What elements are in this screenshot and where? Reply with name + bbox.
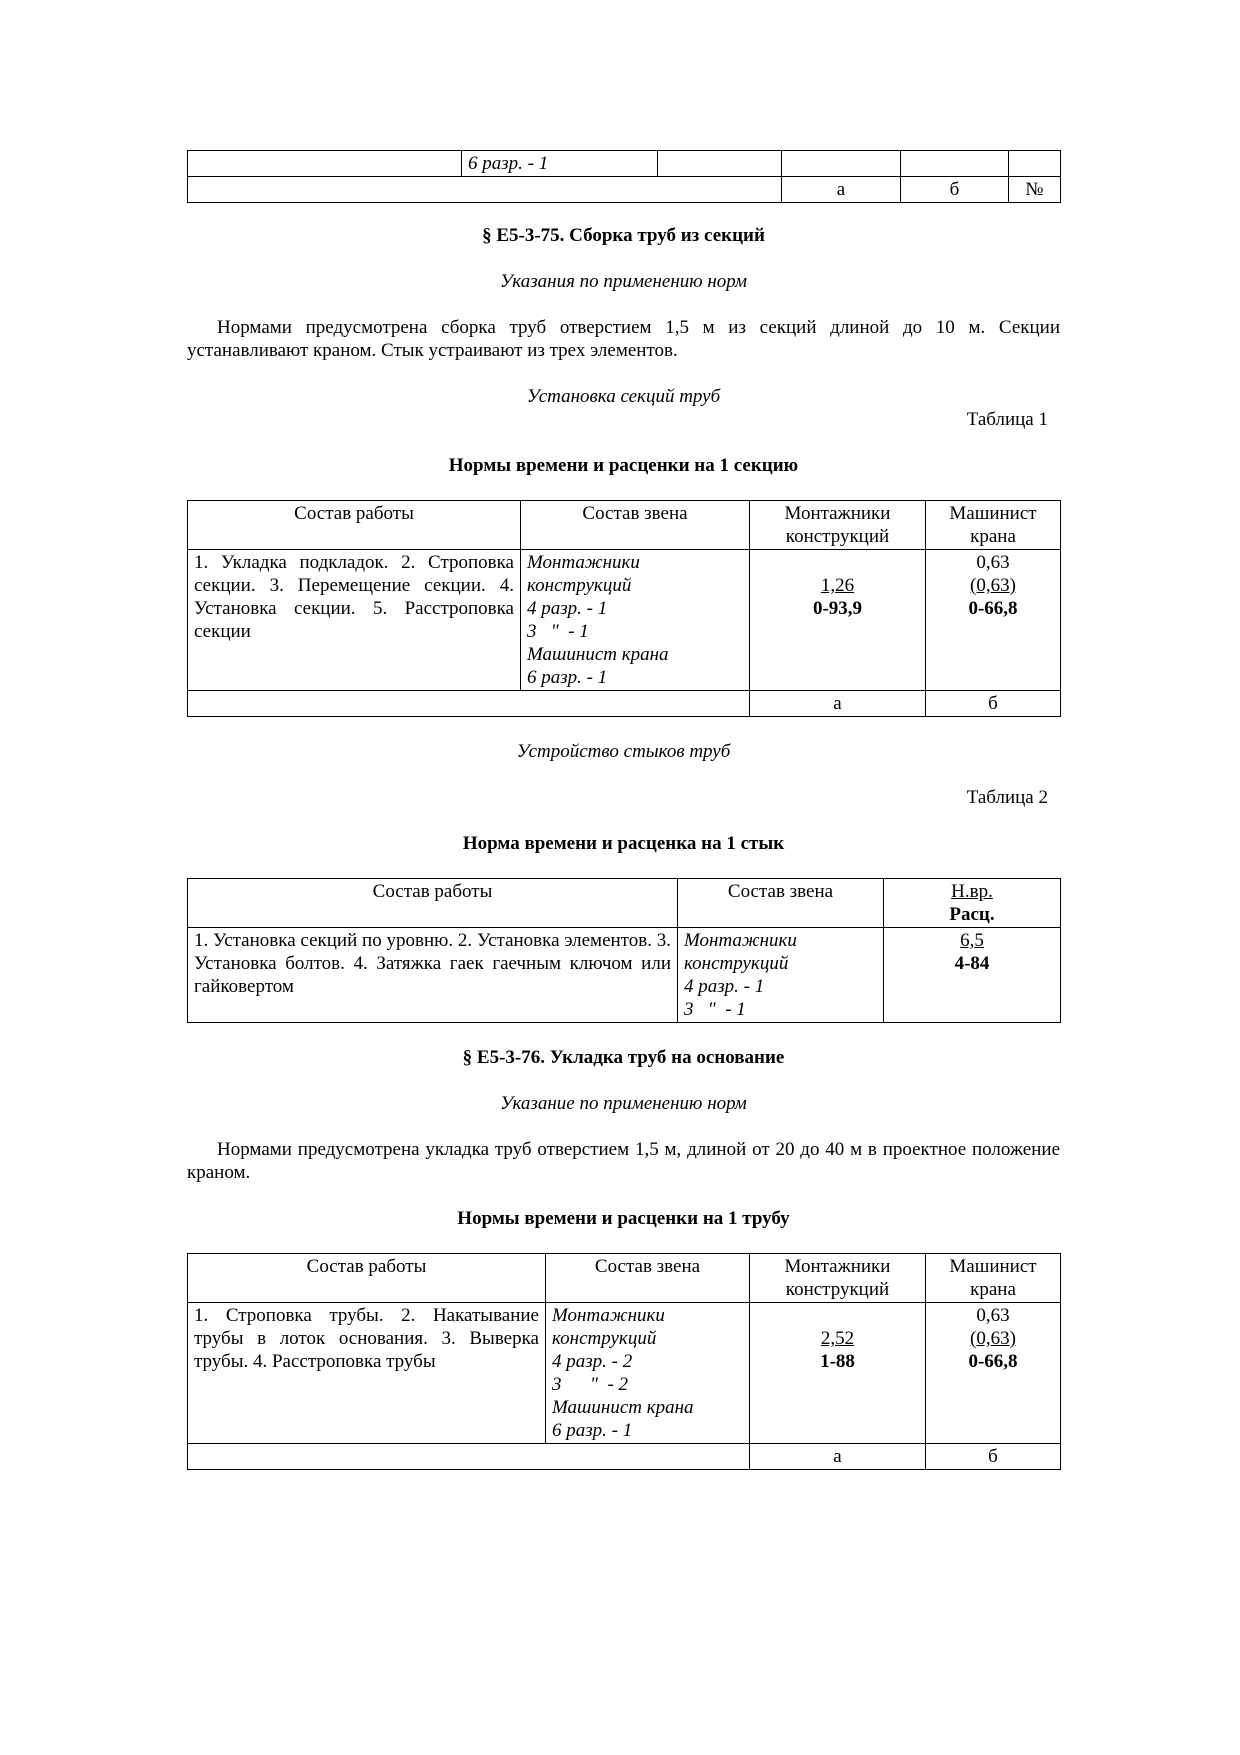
crew-line: 3 " - 1 [527,621,589,642]
fragment-empty-cell [901,151,1009,177]
table-3-work-description: 1. Строповка трубы. 2. Накатывание трубы в лоток основания. 3. Выверка трубы. 4. Расстроповка трубы [188,1303,546,1444]
section-76-title: § Е5-3-76. Укладка труб на основание [462,1047,785,1068]
table-1-header-col-a: Монтажники конструкций [750,501,926,550]
table-3 [187,1253,1061,1470]
crew-line: конструкций [684,953,789,974]
table-2-header-crew: Состав звена [678,879,884,928]
crew-line: 3 " - 2 [552,1374,629,1395]
table-3-header-crew: Состав звена [546,1254,750,1303]
document-page [187,150,1060,1470]
norm-time: 6,5 [960,930,984,951]
table-1-col-a-value [750,550,926,691]
crew-line: конструкций [552,1328,657,1349]
rate: 0-93,9 [812,598,863,619]
table-1-footer-b: б [926,691,1061,717]
crew-line: Монтажники [684,930,797,951]
crew-line: 3 " - 1 [684,999,746,1020]
norm-time-machinist: (0,63) [970,1328,1016,1349]
fragment-empty-cell [188,177,782,203]
subsection-joints: Устройство стыков труб [516,741,731,762]
table-3-title: Нормы времени и расценки на 1 трубу [457,1208,790,1229]
table-3-footer-b: б [926,1444,1061,1470]
section-75-guidance-heading: Указания по применению норм [500,271,747,292]
fragment-footer-a: а [782,177,901,203]
table-2-header-work: Состав работы [188,879,678,928]
table-3-footer-a: а [750,1444,926,1470]
previous-table-fragment [187,150,1061,203]
crew-line: Машинист крана [552,1397,694,1418]
crew-line: 4 разр. - 1 [684,976,765,997]
crew-line: 6 разр. - 1 [552,1420,633,1441]
subsection-install-sections: Установка секций труб [526,386,721,407]
table-3-header-col-b: Машинист крана [926,1254,1061,1303]
section-75-paragraph: Нормами предусмотрена сборка труб отверстием 1,5 м из секций длиной до 10 м. Секции устанавливают краном. Стык устраивают из трех элементов. [187,317,1060,361]
table-1-crew-composition [521,550,750,691]
table-2 [187,878,1061,1023]
crew-line: конструкций [527,575,632,596]
crew-line: Монтажники [552,1305,665,1326]
table-2-value [884,928,1061,1023]
fragment-footer-no: № [1009,177,1061,203]
table-3-footer-empty [188,1444,750,1470]
fragment-empty-cell [188,151,462,177]
section-75-title: § Е5-3-75. Сборка труб из секций [482,225,765,246]
table-1-col-b-value [926,550,1061,691]
fragment-empty-cell [1009,151,1061,177]
table-1-header-work: Состав работы [188,501,521,550]
norm-time: 2,52 [820,1328,855,1349]
section-76-paragraph: Нормами предусмотрена укладка труб отверстием 1,5 м, длиной от 20 до 40 м в проектное положение краном. [187,1139,1060,1183]
table-3-header-col-a: Монтажники конструкций [750,1254,926,1303]
table-1-work-description: 1. Укладка подкладок. 2. Строповка секции. 3. Перемещение секции. 4. Установка секции. 5. Расстроповка секции [188,550,521,691]
table-3-header-work: Состав работы [188,1254,546,1303]
table-2-work-description: 1. Установка секций по уровню. 2. Установка элементов. 3. Установка болтов. 4. Затяжка гаек гаечным ключом или гайковертом [188,928,678,1023]
crew-line: 4 разр. - 1 [527,598,608,619]
norm-time: 0,63 [976,552,1010,573]
table-1 [187,500,1061,717]
fragment-footer-b: б [901,177,1009,203]
norm-time: 0,63 [976,1305,1010,1326]
table-2-title: Норма времени и расценка на 1 стык [462,833,785,854]
rate: 0-66,8 [968,1351,1018,1372]
crew-line: Машинист крана [527,644,669,665]
crew-line: 4 разр. - 2 [552,1351,633,1372]
table-1-label: Таблица 1 [966,409,1048,430]
norm-time-label: Н.вр. [951,881,993,902]
table-2-header-norm [884,879,1061,928]
table-2-crew-composition [678,928,884,1023]
crew-line: Монтажники [527,552,640,573]
rate: 4-84 [954,953,990,974]
table-1-header-col-b: Машинист крана [926,501,1061,550]
norm-time-machinist: (0,63) [970,575,1016,596]
norm-time: 1,26 [820,575,855,596]
table-1-footer-a: а [750,691,926,717]
fragment-crew-cell: 6 разр. - 1 [462,151,658,177]
table-3-col-b-value [926,1303,1061,1444]
table-3-crew-composition [546,1303,750,1444]
fragment-empty-cell [658,151,782,177]
table-1-title: Нормы времени и расценки на 1 секцию [448,455,799,476]
table-3-col-a-value [750,1303,926,1444]
table-2-label: Таблица 2 [966,787,1048,808]
table-1-footer-empty [188,691,750,717]
section-76-guidance-heading: Указание по применению норм [500,1093,747,1114]
fragment-empty-cell [782,151,901,177]
rate: 0-66,8 [968,598,1018,619]
rate: 1-88 [820,1351,855,1372]
crew-line: 6 разр. - 1 [527,667,608,688]
table-1-header-crew: Состав звена [521,501,750,550]
rate-label: Расц. [949,904,995,925]
